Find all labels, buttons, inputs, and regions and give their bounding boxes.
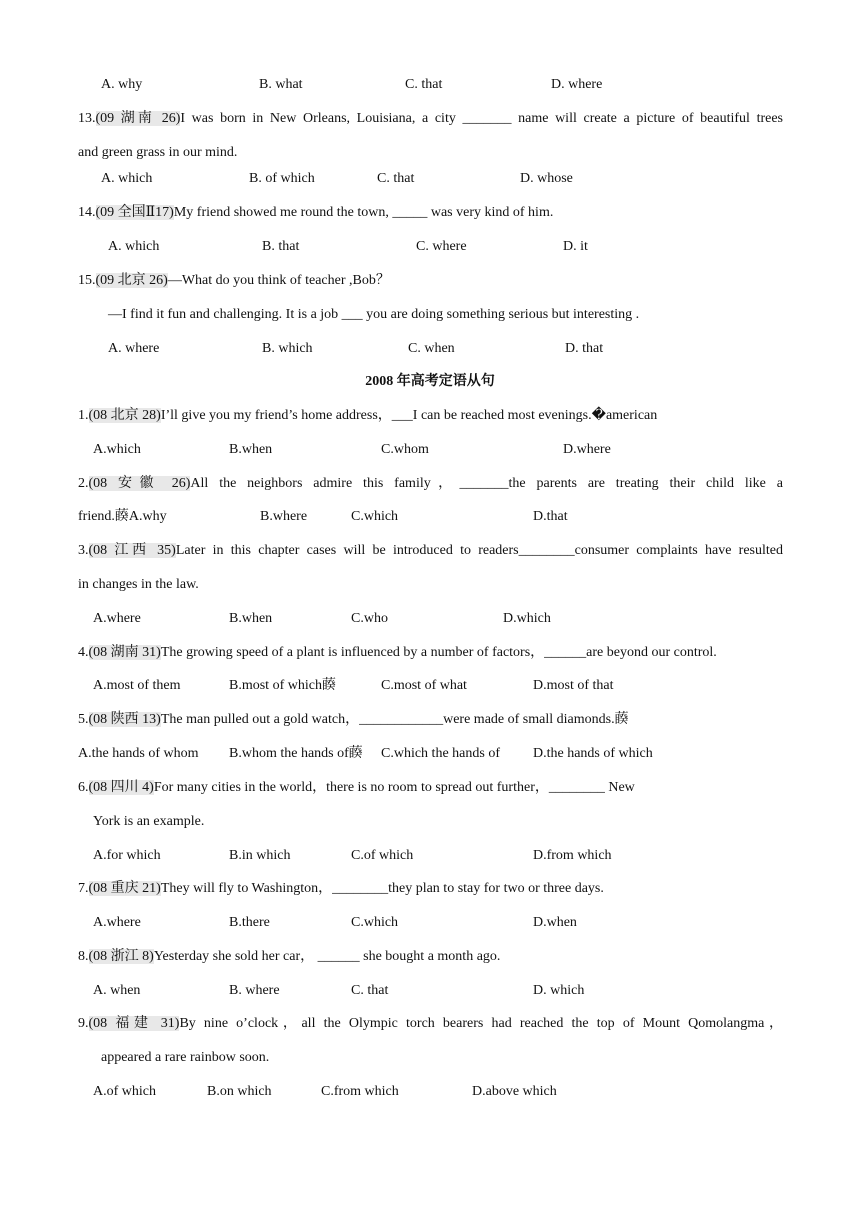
q8-source: (08 浙江 8) [88, 949, 154, 964]
q4-text: The growing speed of a plant is influenced by a number of factors，______are beyond our control. [160, 645, 717, 660]
q15-number: 15. [78, 273, 96, 288]
q5-option-d: D.the hands of which [533, 746, 653, 761]
q3-option-b: B.when [229, 611, 273, 626]
q13-stem [78, 110, 783, 128]
q1-number: 1. [78, 408, 89, 423]
q2-text-line2: friend.藈A.why [78, 509, 167, 524]
q5-text: The man pulled out a gold watch，____________were made of small diamonds.藈 [160, 712, 629, 727]
q9-option-b: B.on which [207, 1084, 272, 1099]
q8-option-a: A. when [93, 983, 141, 998]
q13-source: (09 湖南 26) [95, 111, 181, 126]
q5-option-c: C.which the hands of [381, 746, 500, 761]
q8-stem [78, 948, 500, 966]
q9-text: By nine o’clock，all the Olympic torch bearers had reached the top of Mount Qomolangma， [179, 1016, 783, 1031]
q7-option-b: B.there [229, 915, 270, 930]
q14-text: My friend showed me round the town, _____ was very kind of him. [173, 205, 554, 220]
q13-option-d: D. whose [520, 171, 573, 186]
q6-stem [78, 779, 635, 797]
q14-option-d: D. it [563, 239, 588, 254]
q3-number: 3. [78, 543, 89, 558]
q2-source: (08 安徽 26) [88, 476, 191, 491]
q8-option-b: B. where [229, 983, 280, 998]
q4-option-d: D.most of that [533, 678, 614, 693]
q5-source: (08 陕西 13) [88, 712, 161, 727]
q6-text: For many cities in the world，there is no room to spread out further，________ New [153, 780, 635, 795]
q9-option-d: D.above which [472, 1084, 557, 1099]
q9-source: (08 福建 31) [88, 1016, 180, 1031]
q1-option-d: D.where [563, 442, 611, 457]
q9-option-c: C.from which [321, 1084, 399, 1099]
q7-source: (08 重庆 21) [88, 881, 161, 896]
q7-stem [78, 880, 604, 898]
q3-text: Later in this chapter cases will be introduced to readers________consumer complaints have resulted [175, 543, 783, 558]
q15-stem [78, 272, 390, 290]
q15-option-b: B. which [262, 341, 313, 356]
q7-option-d: D.when [533, 915, 577, 930]
q9-number: 9. [78, 1016, 89, 1031]
q3-option-a: A.where [93, 611, 141, 626]
q4-option-c: C.most of what [381, 678, 467, 693]
q9-option-a: A.of which [93, 1084, 156, 1099]
q14-option-b: B. that [262, 239, 300, 254]
q6-text-line2: York is an example. [93, 814, 205, 829]
q7-number: 7. [78, 881, 89, 896]
q14-source: (09 全国Ⅱ17) [95, 205, 174, 220]
q5-stem [78, 711, 629, 729]
q9-text-line2: appeared a rare rainbow soon. [101, 1050, 270, 1065]
q8-option-d: D. which [533, 983, 585, 998]
q2-option-b: B.where [260, 509, 308, 524]
q5-number: 5. [78, 712, 89, 727]
q3-option-c: C.who [351, 611, 388, 626]
q4-stem [78, 644, 717, 662]
q6-option-d: D.from which [533, 848, 612, 863]
q1-option-b: B.when [229, 442, 273, 457]
q12-option-b: B. what [259, 77, 303, 92]
q15-option-a: A. where [108, 341, 160, 356]
q1-option-c: C.whom [381, 442, 429, 457]
q6-source: (08 四川 4) [88, 780, 154, 795]
q9-stem [78, 1015, 783, 1033]
q6-number: 6. [78, 780, 89, 795]
q12-option-a: A. why [101, 77, 143, 92]
q14-option-a: A. which [108, 239, 160, 254]
q15-text: —What do you think of teacher ,Bob？ [167, 273, 390, 288]
q12-option-c: C. that [405, 77, 443, 92]
q4-source: (08 湖南 31) [88, 645, 161, 660]
q15-text-line2: —I find it fun and challenging. It is a job ___ you are doing something serious but interesting . [108, 307, 640, 322]
q2-option-d: D.that [533, 509, 568, 524]
q15-option-d: D. that [565, 341, 604, 356]
q7-option-a: A.where [93, 915, 141, 930]
q7-option-c: C.which [351, 915, 399, 930]
q1-stem [78, 407, 657, 425]
q2-text: All the neighbors admire this family，_______the parents are treating their child like a [190, 476, 783, 491]
q6-option-a: A.for which [93, 848, 161, 863]
q8-option-c: C. that [351, 983, 389, 998]
q4-option-a: A.most of them [93, 678, 181, 693]
q8-text: Yesterday she sold her car， ______ she bought a month ago. [153, 949, 501, 964]
q13-text-line2: and green grass in our mind. [78, 145, 238, 160]
q13-text: I was born in New Orleans, Louisiana, a city _______ name will create a picture of beautiful trees [180, 111, 783, 126]
q13-option-b: B. of which [249, 171, 315, 186]
q13-option-a: A. which [101, 171, 153, 186]
q8-number: 8. [78, 949, 89, 964]
q14-number: 14. [78, 205, 96, 220]
q6-option-c: C.of which [351, 848, 414, 863]
q12-option-d: D. where [551, 77, 603, 92]
q6-option-b: B.in which [229, 848, 291, 863]
q2-number: 2. [78, 476, 89, 491]
q2-option-c: C.which [351, 509, 399, 524]
q1-text: I’ll give you my friend’s home address，___I can be reached most evenings.�american [160, 408, 658, 423]
q7-text: They will fly to Washington，________they plan to stay for two or three days. [160, 881, 604, 896]
q15-option-c: C. when [408, 341, 455, 356]
q13-option-c: C. that [377, 171, 415, 186]
q3-stem [78, 542, 783, 560]
q5-option-a: A.the hands of whom [78, 746, 199, 761]
q15-source: (09 北京 26) [95, 273, 168, 288]
q4-number: 4. [78, 645, 89, 660]
q1-source: (08 北京 28) [88, 408, 161, 423]
q3-source: (08 江西 35) [88, 543, 176, 558]
q4-option-b: B.most of which藈 [229, 678, 336, 693]
q13-number: 13. [78, 111, 96, 126]
q2-stem [78, 475, 783, 493]
q1-option-a: A.which [93, 442, 141, 457]
q3-option-d: D.which [503, 611, 551, 626]
q3-text-line2: in changes in the law. [78, 577, 199, 592]
section-title: 2008 年高考定语从句 [365, 374, 495, 389]
q5-option-b: B.whom the hands of藈 [229, 746, 363, 761]
q14-stem [78, 204, 553, 222]
q14-option-c: C. where [416, 239, 467, 254]
